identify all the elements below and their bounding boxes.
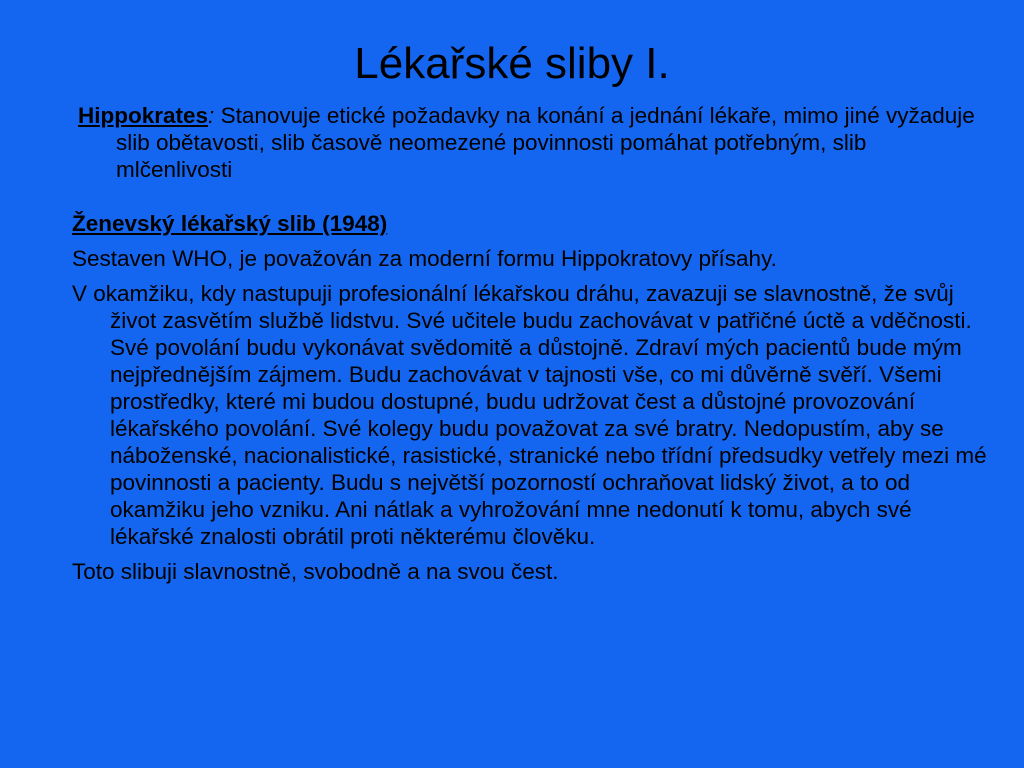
hippocrates-paragraph [78,102,988,183]
hippocrates-name: Hippokrates [78,103,209,128]
slide-body [72,102,988,585]
geneva-heading: Ženevský lékařský slib (1948) [72,211,388,236]
hippocrates-text: Stanovuje etické požadavky na konání a jednání lékaře, mimo jiné vyžaduje slib obětavosti, slib časově neomezené povinnosti pomáhat potřebným, slib mlčenlivosti [116,103,975,182]
slide-title: Lékařské sliby I. [354,39,670,88]
geneva-oath-paragraph: V okamžiku, kdy nastupuji profesionální lékařskou dráhu, zavazuji se slavnostně, že svůj život zasvětím službě lidstvu. Své učitele budu zachovávat v patřičné úctě a vděčnosti. Své povolání budu vykonávat svědomitě a důstojně. Zdraví mých pacientů bude mým nejpřednějším zájmem. Budu zachovávat v tajnosti vše, co mi důvěrně svěří. Všemi prostředky, které mi budou dostupné, budu udržovat čest a důstojné provozování lékařského povolání. Své kolegy budu považovat za své bratry. Nedopustím, aby se náboženské, nacionalistické, rasistické, stranické nebo třídní předsudky vetřely mezi mé povinnosti a pacienty. Budu s největší pozorností ochraňovat lidský život, a to od okamžiku jeho vzniku. Ani nátlak a vyhrožování mne nedonutí k tomu, abych své lékařské znalosti obrátil proti některému člověku. [72,281,987,549]
geneva-intro-paragraph: Sestaven WHO, je považován za moderní formu Hippokratovy přísahy. [72,246,777,271]
geneva-closing-paragraph: Toto slibuji slavnostně, svobodně a na svou čest. [72,559,559,584]
hippocrates-colon: : [208,103,215,128]
